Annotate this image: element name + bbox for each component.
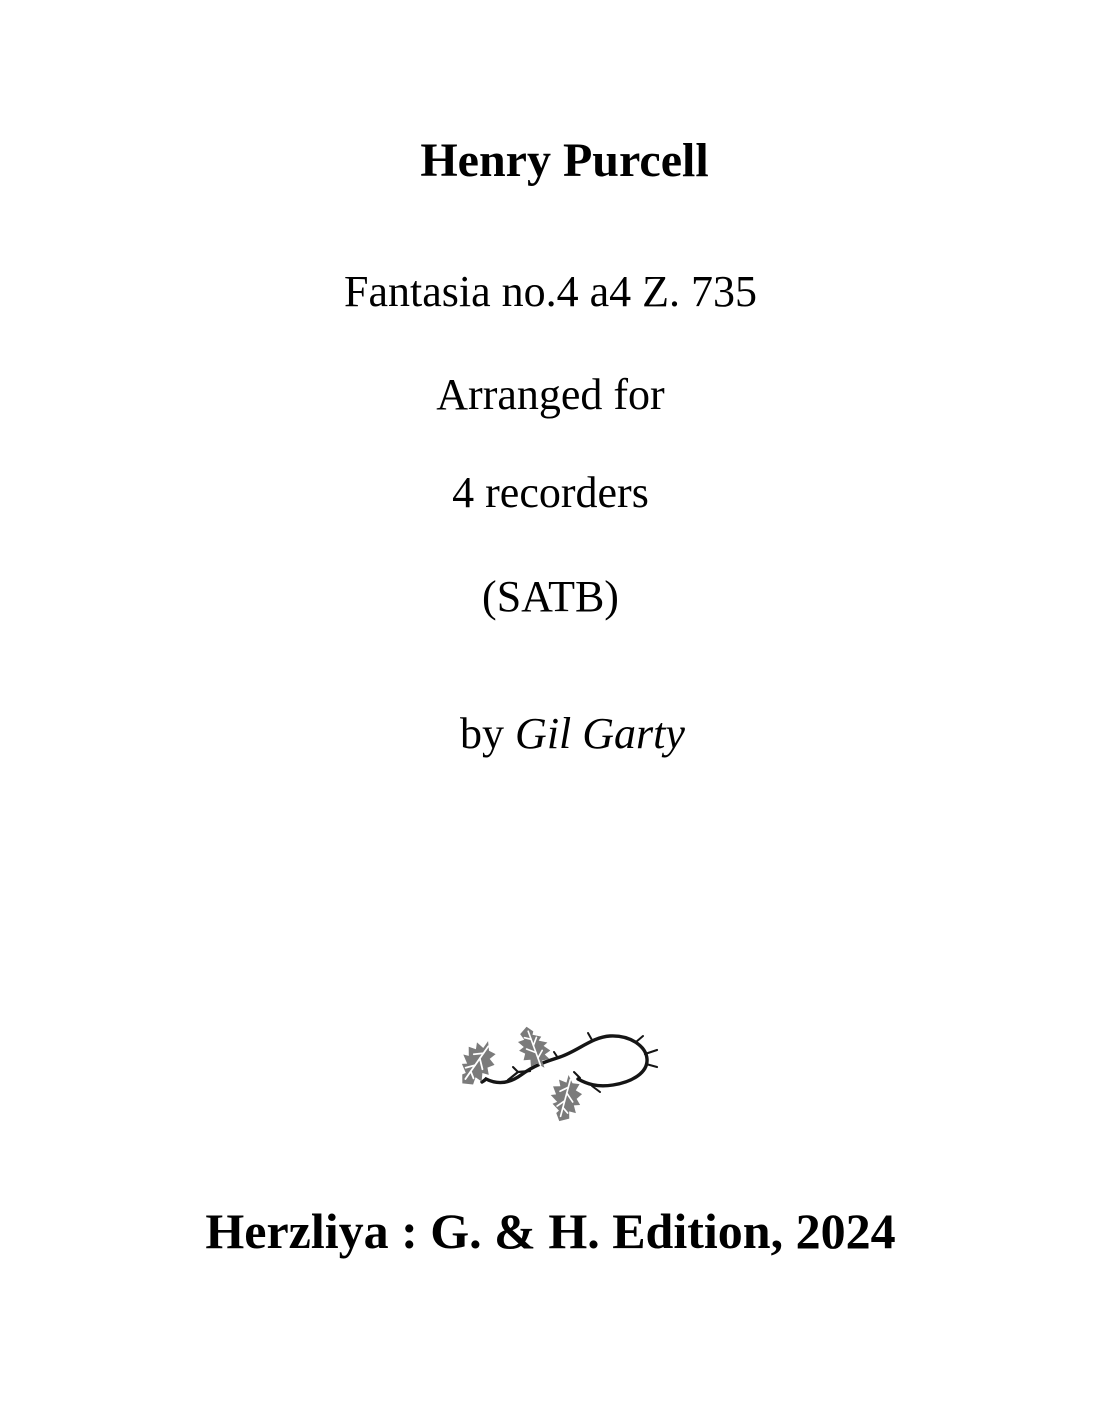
- vine-leaf-ornament: [440, 1020, 670, 1125]
- instrumentation: 4 recorders: [452, 468, 649, 517]
- arranger-line: [0, 668, 1101, 800]
- voicing: (SATB): [482, 572, 619, 621]
- leaf-icon: [449, 1034, 504, 1093]
- imprint-line: Herzliya : G. & H. Edition, 2024: [205, 1203, 896, 1259]
- work-title: Fantasia no.4 a4 Z. 735: [343, 267, 758, 316]
- arranged-for-label: Arranged for: [436, 370, 665, 419]
- arranger-prefix: by: [460, 709, 505, 758]
- composer-name: Henry Purcell: [420, 134, 709, 187]
- arranger-name: Gil Garty: [515, 709, 685, 758]
